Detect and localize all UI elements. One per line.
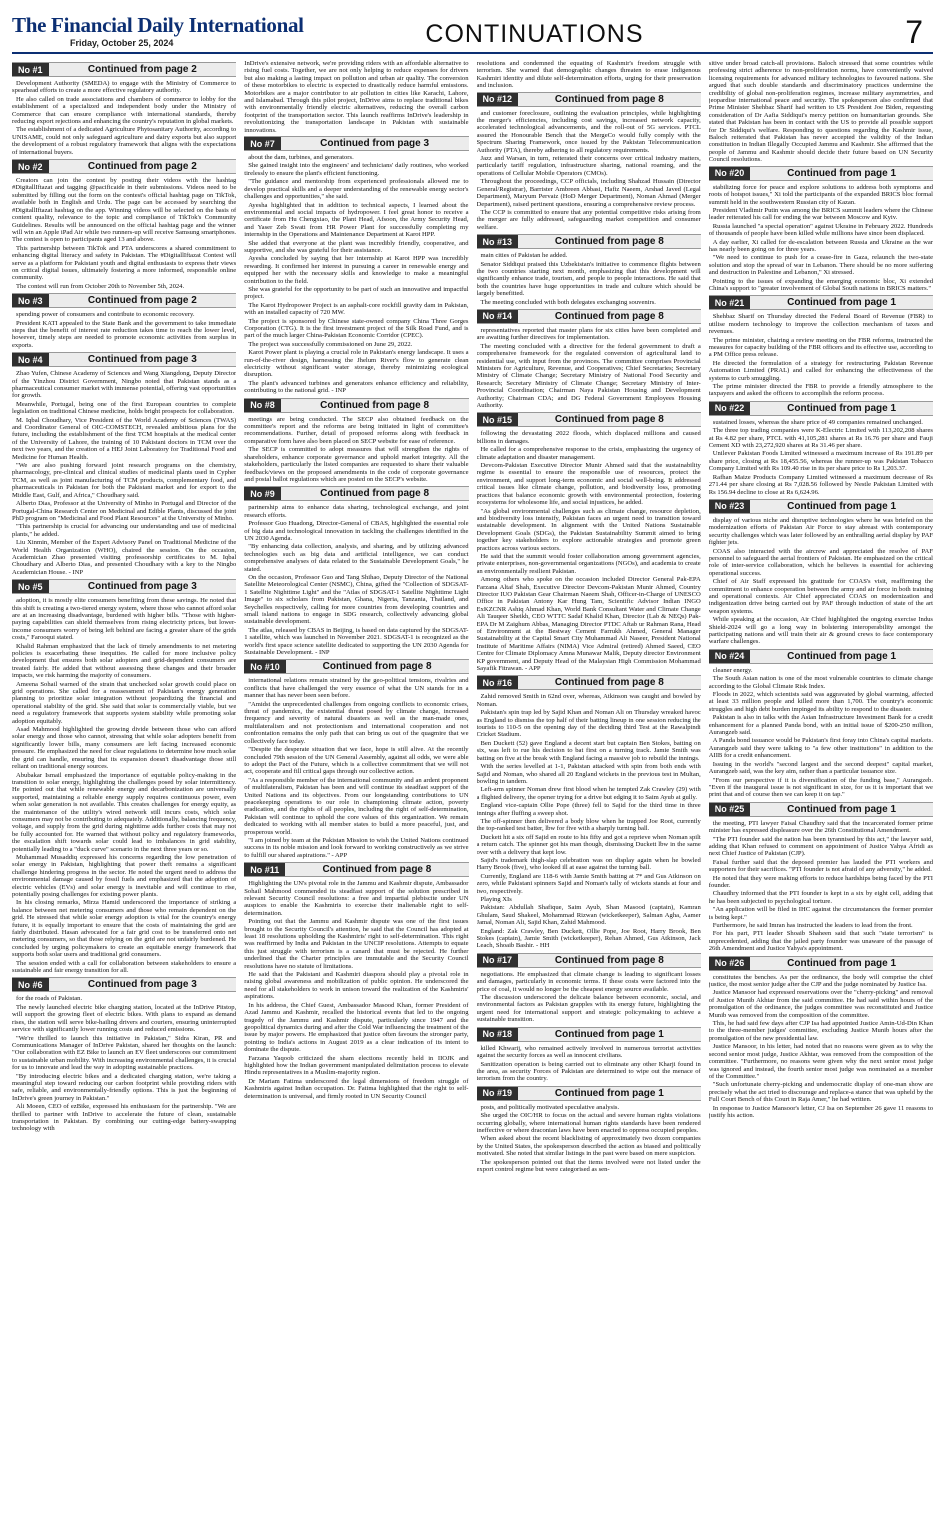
article-body [244,416,468,485]
article-paragraph: "As global environmental challenges such as climate change, resource depletion, and biodiversity loss intensify, Pakistan faces an urgent need to transition toward sustainable development. In alignment with the United Nations Sustainable Development Goals (SDGs), the Pakistan Sustainability Summit aimed to bring together key stakeholders to explore actionable strategies and promote green practices across various sectors. [476,507,701,552]
article-paragraph: "We're thrilled to launch this initiative in Pakistan," Sidra Kiran, PR and Communications Manager of InDrive Pakistan, shared her thoughts on the launch: "Our collaboration with EZ Bike to launch an EV fleet underscores our commitment to sustainable urban mobility. With increasing environmental challenges, it is crucial for us to innovate and lead the way in adopting sustainable practices. [12,1034,237,1072]
continuation-article [244,657,468,860]
masthead [12,8,933,48]
article-body [12,995,236,1133]
article-paragraph: adoption, it is mostly elite consumers benefiting from these savings. He noted that this shift is creating a two-tiered energy system, where those who cannot afford solar are at an increasing disadvantage, burdened with higher bills. "Those with higher-paying capabilities can shield themselves from rising electricity prices, but lower-income consumers worry of being left behind are facing a greater share of the grids costs," Farooqui stated. [12,597,237,642]
article-body [709,667,933,800]
column-lead-text: sitive under broad catch-all provisions. Baloch stressed that some countries while professing strict adherence to non-proliferation norms, have conveniently waived licensing requirements for advanced military technologies to favoured nations. She argued that such double standards and discriminatory practices undermine the credibility of global non-proliferation regimes, increase military asymmetries, and jeopardise international peace and security. The spokesperson also confirmed that Prime Minister Shehbaz Sharif had written to US President Joe Biden, requesting consideration of Dr Aafia Siddiqui's mercy petition on humanitarian grounds. She stated that Pakistan has been in contact with the US to provide all possible support for Dr Siddiqui's welfare. Responding to questions regarding the Kashmir issue, Baloch reiterated that Pakistan has never accepted the validity of the Indian constitution in Indian Illegally Occupied Jammu and Kashmir. She affirmed that the people of Jammu and Kashmir should decide their future based on UN Security Council resolutions. [708,60,933,164]
article-paragraph: In response to Justice Mansoor's letter, CJ Isa on September 26 gave 11 reasons to justify his action. [708,1104,933,1119]
article-number: No #6 [12,978,49,991]
article-body [477,430,701,673]
article-number: No #18 [477,1028,519,1041]
continuation-article [244,484,468,657]
continuation-article [12,291,236,350]
article-paragraph: Professor Guo Huadong, Director-General of CBAS, highlighted the essential role of big data and technological innovation in tackling the challenges identified in the UN 2030 Agenda. [244,520,469,542]
article-paragraph: The newly launched electric bike charging station, located at the InDrive Pitstop, will support the growing fleet of electric bikes. With plans to expand as demand rises, the station will serve bike-hailing drivers and couriers, ensuring uninterrupted service with significantly lower running costs and reduced emissions. [12,1003,237,1034]
article-paragraph: He noted that they were making efforts to reduce hardships being faced by the PTI founder. [708,874,933,889]
article-body [244,154,468,396]
article-paragraph: Abubakar Ismail emphasized the importance of equitable policy-making in the transition to solar energy, highlighting the challenges posed by solar intermittency. He pointed out that while renewable energy and decarbonization are universally supported, maintaining a reliable energy supply requires continuous power, even when solar generation is not available. This creates challenges for energy equity, as the maintenance of the utility's wired network still incurs costs, which solar consumers may not be contributing to adequately. Additionally, balancing frequency, voltage, and supply from the grid during nighttime adds further costs that may not be fully accounted for. He warned that without policy and regulatory frameworks, the escalation shift towards solar could lead to imbalances in grid stability, potentially leading to a "duck curve" scenario in the next three years or so. [12,771,237,853]
continuation-header [709,802,933,817]
continuation-article [709,954,933,1121]
article-body [477,971,701,1025]
article-number: No #5 [12,580,49,593]
article-paragraph: "From our perspective if it is diversification of the funding base," Aurangzeb. "Even if the inaugural issue is not significant in size, for us it is important that we print that and of course then we can keep it on tap." [708,776,933,799]
article-number: No #23 [709,500,751,513]
continuation-header [244,659,468,674]
article-paragraph: The meeting concluded with both delegates exchanging souvenirs. [480,298,656,306]
article-paragraph: The SECP is committed to adopt measures that will strengthen the rights of shareholders, enhance corporate governance and uphold market integrity. All the stakeholders, particularly the listed companies are requested to share their valuable feedback/views on the proposed amendments in the code of corporate governance and postal ballot regulations which are posted on the SECP's website. [244,446,469,483]
continuation-article [477,1025,701,1084]
article-body [477,252,701,307]
article-paragraph: President Vladimir Putin was among the BRICS summit leaders where the Chinese leader reiterated his call for ending the war between Moscow and Kyiv. [708,206,933,222]
continuation-article [477,307,701,410]
article-paragraph: killed Khwarij, who remained actively involved in numerous terrorist activities against the security forces as well as innocent civilians. [476,1044,701,1060]
continuation-article [709,497,933,647]
article-paragraph: "This partnership is crucial for advancing our understanding and use of medicinal plants," he added. [12,523,237,538]
continued-from-label: Continued from page 8 [320,488,430,500]
article-paragraph: Among others who spoke on the occasion included Director General Pak-EPA Farzana Altaf Shah, Executive Director Devcom-Pakistan Munir Ahmed, Country Director IUO Pakistan Gear Chairman Naeem Shah, Officer-in-Charge of UNESCO Office in Pakistan Antony Kar Hung Tam, Scientific Advisor Indian INGO ExKZCNR Ashiq Ahmad Khan, World Bank Consultant Water and Climate Change Ali Tauqeer Sheikh, CEO WTTC Sadaf Khalid Khan, Director (Lab & NEQs) Pak-EPA Dr M Zaighum Abbas, Managing Director PTDC Aftab ur Rahman Rana, Head of Environment at the Bestway Cement Farrukh Ahmed, General Manager Sustainability at the Capital Smart City Muhammad Ali Naseer, President National Institute of Maritime Affairs (NIMA) Vice Admiral (retired) Ahmed Saeed, CEO Centre for Climate Diplomacy Amna Munawar Malik, Deputy director Environment KP government, and Deputy Head of the Malaysian High Commission Mohammad Sayafik Fitrawan. - APP [476,576,701,673]
article-paragraph: Muhammad Musaddiq expressed his concerns regarding the low penetration of solar energy in Pakistan, highlighting that power theft remains a significant challenge hindering progress in the sector. He noted the urgent need to address the environmental damage caused by fossil fuels and emphasized that the adoption of electric vehicles (EVs) and solar energy is inevitable and will continue to rise, potentially posing challenges for existing power plants. [12,853,237,898]
continuation-article [477,90,701,233]
article-number: No #9 [244,487,281,500]
article-number: No #3 [12,294,49,307]
article-paragraph: M. Iqbal Choudhary, Vice President of the World Academy of Sciences (TWAS) and Coordinator General of OIC-COMSTECH, revealed ambitious plans for the future, including the establishment of the first TCM hospitals at the medical center of the University of Lahore, the training of 10 Pakistani doctors in TCM over the next two years, and the creation of a HEJ Joint Laboratory for Traditional Food and Medicine for Human Health. [12,416,237,461]
issue-date: Friday, October 25, 2024 [70,38,174,48]
continued-from-label: Continued from page 1 [787,803,897,815]
article-paragraph: "By introducing electric bikes and a dedicated charging station, we're taking a meaningful step toward reducing our carbon footprint while providing riders with safe, reliable, and environmentally-friendly options. This is just the beginning of InDrive's green journey in Pakistan." [12,1072,237,1102]
article-body [477,110,701,233]
article-paragraph: Pakistan's spin trap led by Sajid Khan and Noman Ali on Thursday wreaked havoc as England to dismiss the top half of their batting lineup in one session reducing the tourists to 110-5 on the opening day of the deciding third Test at the Rawalpindi Cricket Stadium. [476,709,701,739]
continued-from-label: Continued from page 8 [554,414,664,426]
article-paragraph: Karot Power plant is playing a crucial role in Pakistan's energy landscape. It uses a run-of-the-river design, harnessing the Jhelum River's flow to generate clean electricity without significant water storage, thereby minimizing ecological disruption. [244,349,469,379]
article-paragraph: Ayesha highlighted that in addition to technical aspects, I learned about the environmental and social impacts of hydropower. I feel great honor to receive a certificate from Hu Chengxiao, the Plant Head, Afsoon, the Army Security Head, and Yaser Zeb Swati from HR Power Plant for successfully completing my internship in the Operations and Maintenance Department at Karot HPP. [244,201,469,239]
continuation-header [12,977,236,992]
article-body [709,184,933,294]
article-paragraph: and customer foreclosure, outlining the evaluation principles, while highlighting the merger's efficiencies, including cost savings, increased network capacity, accelerated technological advancements, and the roll-out of 5G services. PTCL assured the Honourable Bench that the MergeCo would fully comply with the Spectrum Sharing Framework, once issued by the Pakistan Telecommunication Authority (PTA), thereby adhering to all regulatory requirements. [476,109,701,154]
article-paragraph: Rafhan Maize Products Company Limited witnessed a maximum decrease of Rs 271.44 per share closing at Rs 7,028.56 followed by Nestle Pakistan Limited with Rs 156.94 decline to close at Rs 6,624.96. [708,473,933,496]
article-paragraph: Duckett hit a six off Sajid en route to his fifty and got a reprieve when Noman spilt a return catch. The spinner got his man though, dismissing Duckett lbw in the same over with a delivery that kept low. [476,833,701,856]
continuation-header [12,352,236,367]
continued-from-label: Continued from page 1 [554,1087,664,1099]
article-paragraph: Jazz and Warsan, in turn, reiterated their concerns over critical industry matters, particularly tariff regulation, infrastructure sharing, national roaming, and the operations of Cellular Mobile Operators (CMOs). [476,155,701,177]
article-body [477,693,701,950]
article-number: No #8 [244,399,281,412]
continued-from-label: Continued from page 1 [554,1028,664,1040]
article-paragraph: about the dam, turbines, and generators. [248,154,354,162]
continued-from-label: Continued from page 1 [787,650,897,662]
article-paragraph: On the occasion, Professor Guo and Tang Shihao, Deputy Director of the National Satellite Meteorological Center (NSMC), China, gifted the "Collection of SDGSAT-1 Satellite Nighttime Light" and the "Atlas of SDGSAT-1 Satellite Nighttime Light Image" to six scholars from Pakistan, Ghana, Nigeria, Tanzania, Thailand, and Seychelles respectively, calling for more countries from developing countries and small island nations to engage in SDG research, collectively advancing global sustainable development. [244,573,469,626]
article-paragraph: The session ended with a call for collaboration between stakeholders to ensure a sustainable and fair energy transition for all. [12,959,237,975]
column-1 [12,60,236,1529]
article-number: No #26 [709,957,751,970]
continued-from-label: Continued from page 3 [87,979,197,991]
article-body [709,313,933,398]
continued-from-label: Continued from page 8 [554,677,664,689]
continued-from-label: Continued from page 2 [87,295,197,307]
article-paragraph: England: Zak Crawley, Ben Duckett, Ollie Pope, Joe Root, Harry Brook, Ben Stokes (captain), Jamie Smith (wicketkeeper), Rehan Ahmed, Gus Atkinson, Jack Leach, Shoaib Bashir. - HH [476,927,701,950]
article-paragraph: sustained losses, whereas the share price of 49 companies remained unchanged. [712,418,923,426]
article-paragraph: This, he had said few days after CJP Isa had appointed Justice Amin-Ud-Din Khan to the three-member judges' committee, excluding Justice Munib hours after the promulgation of the new presidential law. [708,1020,933,1042]
continuation-article [477,410,701,673]
article-number: No #25 [709,803,751,816]
continuation-header [477,412,701,427]
article-body [709,820,933,954]
continuation-header [477,675,701,690]
continuation-article [12,60,236,157]
continuation-header [709,295,933,310]
article-paragraph: The atlas, released by CBAS in Beijing, is based on data captured by the SDGSAT-1 satellite, which was launched in November 2021. SDGSAT-1 is recognized as the world's first space science satellite dedicated to supporting the UN 2030 Agenda for Sustainable Development. - INP [244,626,469,657]
article-paragraph: Ben Duckett (52) gave England a decent start but captain Ben Stokes, batting on six, was left to rue his decision to bat first on a turning track. Jamie Smith was batting on five at the break with England facing a massive job to rebuild the innings. [476,739,701,762]
article-paragraph: The discussion underscored the delicate balance between economic, social, and environmental factors as Pakistan grapples with its energy future, highlighting the urgent need for international support and strategic policymaking to achieve a sustainable transition. [476,994,701,1024]
article-paragraph: Meanwhile, Portugal, being one of the first European countries to complete legislation on traditional Chinese medicine, holds bright prospects for collaboration. [12,400,237,416]
article-paragraph: He called for a comprehensive response to the crisis, emphasizing the urgency of climate adaptation and disaster management. [476,446,701,461]
article-body [477,327,701,410]
article-paragraph: The contest will run from October 20th to November 5th, 2024. [16,282,185,290]
continued-from-label: Continued from page 8 [322,864,432,876]
continued-from-label: Continued from page 8 [554,310,664,322]
continuation-header [709,499,933,514]
article-paragraph: The South Asian nation is one of the most vulnerable countries to climate change according to the Global Climate Risk Index. [708,675,933,690]
article-paragraph: for the roads of Pakistan. [16,995,83,1003]
article-paragraph: A Panda bond issuance would be Pakistan's first foray into China's capital markets. Aurangzeb said they were talking to "a few other institutions" in addition to the AIIB for a credit enhancement. [708,737,933,760]
article-paragraph: Zahid removed Smith in 62nd over, whereas, Atkinson was caught and bowled by Noman. [476,693,701,708]
article-paragraph: "We are also pushing forward joint research programs on the chemistry, pharmacology, pre-clinical and clinical studies of medicinal plants used in Cypher TCM, as well as joint manufacturing of TCM products, complementary food, and pharmaceuticals in Pakistan for both the Pakistani market and for export to the Middle East, Gulf, and Africa," Choudhary said. [12,462,237,499]
continuation-article [709,399,933,497]
article-paragraph: posts, and politically motivated speculative analysis. [480,1103,620,1111]
continuation-article [477,232,701,307]
continued-from-label: Continued from page 8 [322,661,432,673]
continuation-article [709,164,933,294]
continuation-article [12,350,236,577]
column-lead-text: InDrive's extensive network, we're providing riders with an affordable alternative to rising fuel costs. Together, we are not only helping to reduce expenses for drivers but also making a lasting impact on pollution and urban air quality. The conversion of these motorbikes to electric is expected to drastically reduce harmful emissions. Motorbikes are a major contributor to air pollution in cities like Karachi, Lahore, and Islamabad. Through this pilot project, InDrive aims to replace traditional bikes with environmentally friendly electric alternatives, reducing the overall carbon footprint of the transportation sector. This launch reaffirms InDrive's leadership in revolutionizing the transportation landscape in Pakistan with sustainable innovations. [244,60,469,134]
article-paragraph: She added that everyone at the plant was incredibly friendly, cooperative, and supportive, and she was grateful for their assistance. [244,239,469,254]
article-paragraph: President KATI appealed to the State Bank and the government to take immediate steps that the benefit of interest rate reduction takes time to reach the lower level, however, timely steps are needed to promote economic activities from surplus in exports. [12,319,237,349]
continuation-article [477,673,701,950]
article-paragraph: Ali Moeen, CEO of ezBike, expressed his enthusiasm for the partnership. "We are thrilled to partner with InDrive to accelerate the future of clean, sustainable transportation in Pakistan. By combining our cutting-edge battery-swapping technology with [12,1103,237,1133]
article-paragraph: Farzana Yaqoob criticized the sham elections recently held in IIOJK and highlighted how the Indian government manipulated delimitation process to elevate Hindu representatives in a Muslim-majority region. [244,1054,469,1077]
article-paragraph: Liu Xinmin, Member of the Expert Advisory Panel on Traditional Medicine of the World Health Organization (WHO), chaired the session. On the occasion, Academician Zhao presented visiting professorship certificates to M. Iqbal Choudhary and Alberto Dias, and presented Choudhary with a key to the Ningbo Academician House. - INP [12,539,237,576]
article-paragraph: Justice Mansoor, in his letter, had noted that no reasons were given as to why the second senior most judge, Justice Akhtar, was removed from the composition of the committee. "Furthermore, no reasons were given why the next senior most judge was ignored and instead, the fourth senior most judge was nominated as a member of the Committee." [708,1043,933,1080]
article-paragraph: While speaking at the occasion, Air Chief highlighted the ongoing exercise Indus Shield-2024 will go a long way in bolstering interoperability amongst the participating nations and will train their air & ground crews to face contemporary warfare challenges. [708,616,933,646]
article-paragraph: The project was successfully commissioned on June 29, 2022. [248,340,413,348]
section-title: CONTINUATIONS [425,20,644,48]
article-paragraph: Khalid Rahman emphasized that the lack of timely amendments to net metering policies is exacerbating these inequities. He called for more inclusive policy development that ensures both solar adopters and grid-dependent consumers are treated fairly. He added that without assessing these changes and their broader impacts, we risk harming the majority of consumers. [12,642,237,680]
article-body [12,597,236,975]
article-number: No #21 [709,296,751,309]
article-body [709,517,933,647]
continued-from-label: Continued from page 1 [787,500,897,512]
article-paragraph: The meeting concluded with a directive for the federal government to draft a comprehensive framework for the regulated conversion of agricultural land to residential use, with input from the provinces. The committee comprises Provincial Ministers for Agriculture, Revenue, and Cooperatives; Chief Secretaries; Secretary Ministry of Climate Change; Secretary Ministry of National Food Security and Research; Secretary Ministry of Climate Change; Secretary Ministry of Inter-Provincial Coordination; Chairman Naya Pakistan Housing and Development Authority; Chairman CDA; and DG Federal Government Employees Housing Authority. [476,342,701,410]
article-paragraph: "Despite the desperate situation that we face, hope is still alive. At the recently concluded 79th session of the UN General Assembly, against all odds, we were able to adopt the Pact of the Future, which is a collective commitment that we will not act, cooperate and fill critical gaps through our collective action. [244,746,469,776]
article-paragraph: Sajid's trademark thigh-slap celebration was on display again when he bowled Harry Brook (five), who looked ill at ease against the turning ball. [476,856,701,872]
continuation-article [244,860,468,1101]
continuation-article [244,134,468,396]
article-paragraph: Issuing in the world's "second largest and the second deepest" capital market, Aurangzeb said, was the key aim, rather than a particular issuance size. [708,760,933,776]
article-paragraph: international relations remain strained by the geo-political tensions, rivalries and conflicts that have challenged the very essence of what the UN stands for in a manner that has never been seen before. [244,677,469,700]
article-paragraph: Shehbaz Sharif on Thursday directed the Federal Board of Revenue (FBR) to utilise modern technology to improve the collection mechanism of taxes and revenues. [708,313,933,336]
continuation-header [244,486,468,501]
continuation-article [12,577,236,975]
article-columns [12,60,933,1529]
continuation-article [12,975,236,1133]
article-paragraph: The off-spinner then delivered a body blow when he trapped Joe Root, currently the top-ranked test batter, lbw for five with a sharply turning ball. [476,817,701,833]
continuation-header [12,159,236,174]
article-paragraph: partnership aims to enhance data sharing, technological exchange, and joint research efforts. [244,504,469,519]
article-paragraph: Ameena Sohail warned of the strain that unchecked solar growth could place on grid operations. She called for a reassessment of Pakistan's energy generation planning to prioritize solar integration without jeopardizing the financial and operational stability of the grid. She said that solar is commercially viable, but we need a regulatory framework that supports system stability while promoting solar adoption equitably. [12,680,237,725]
article-paragraph: Chaudhry informed that the PTI founder is kept in a six by eight cell, adding that he has been subjected to psychological torture. [708,890,933,905]
article-paragraph: Pointing to the issues of expanding the emerging economic bloc, Xi extended China's support to "greater involvement of Global South nations in BRICS matters." [708,277,933,292]
article-paragraph: She gained insight into the engineers' and technicians' daily routines, who worked tirelessly to ensure the plant's efficient functioning. [244,162,469,177]
continuation-header [244,398,468,413]
article-paragraph: Pakistan is also in talks with the Asian Infrastructure Investment Bank for a credit enhancement for a planned Panda bond, with an initial issue of $200-250 million, Aurangzeb said. [708,714,933,737]
article-paragraph: When asked about the recent blacklisting of approximately two dozen companies by the United States, the spokesperson described the action as biased and politically motivated. She noted that similar listings in the past were based on mere suspicion. [476,1135,701,1158]
article-paragraph: Currently, England are 118-6 with Jamie Smith batting at 7* and Gus Atkinson on zero, while Pakistani spinners Sajid and Noman's tally of wickets stands at four and two, respectively. [476,872,701,895]
article-paragraph: The Karot Hydropower Project is an asphalt-core rockfill gravity dam in Pakistan, with an installed capacity of 720 MW. [244,301,469,317]
continued-from-label: Continued from page 3 [87,581,197,593]
article-paragraph: following the devastating 2022 floods, which displaced millions and caused billions in damages. [476,430,701,445]
article-paragraph: "We need to continue to push for a cease-fire in Gaza, relaunch the two-state solution and stop the spread of war in Lebanon. There should be no more suffering and destruction in Palestine and Lebanon," Xi stressed. [708,254,933,277]
article-paragraph: A day earlier, Xi called for de-escalation between Russia and Ukraine as the war has nearly been going on for three years. [708,238,933,253]
article-paragraph: Asad Mahmood highlighted the growing divide between those who can afford solar energy and those who cannot, stressing that while solar adopters benefit from significantly lower bills, many consumers are left facing increased economic pressure. He emphasized the need for clear regulations to determine how much solar the grid can handle, ensuring that its expansion doesn't disadvantage those still reliant on traditional energy sources. [12,726,237,771]
article-paragraph: Left-arm spinner Noman drew first blood when he tempted Zak Crawley (29) with a flighted delivery, the opener trying for a drive but edging it to Saim Ayub at gully. [476,786,701,801]
continuation-header [477,1086,701,1101]
continued-from-label: Continued from page 8 [554,236,664,248]
continuation-header [709,166,933,181]
article-paragraph: cleaner energy. [712,666,753,674]
continuation-article [709,293,933,398]
continuation-header [12,293,236,308]
article-paragraph: Playing XIs [480,896,512,903]
article-number: No #14 [477,310,519,323]
article-paragraph: main cities of Pakistan he added. [480,252,568,260]
article-paragraph: stabilizing force for peace and explore solutions to address both symptoms and roots of hotspot issues," Xi told the participants of the expanded BRICS bloc formal summit held in the southwestern Russian city of Kazan. [708,183,933,206]
article-paragraph: Russia launched "a special operation" against Ukraine in February 2022. Hundreds of thousands of people have been killed while millions have since been displaced. [708,222,933,238]
continuation-header [709,401,933,416]
article-paragraph: Chief of Air Staff expressed his gratitude for COAS's visit, reaffirming the commitment to enhance cooperation between the army and air force in both training and operational contexts. Air Chief appreciated COAS on modernization and indigenization drive being carried out by PAF through induction of state of the art weapon systems. [708,578,933,615]
continuation-article [477,1084,701,1175]
masthead-left [12,14,304,48]
continuation-header [709,956,933,971]
article-number: No #19 [477,1087,519,1100]
article-body [709,974,933,1121]
continuation-header [244,136,468,151]
continuation-header [477,92,701,107]
article-paragraph: The project is sponsored by Chinese state-owned company China Three Gorges Corporation (CTG). It is the first investment project of the Silk Road Fund, and is part of the much larger China-Pakistan Economic Corridor (CPEC). [244,317,469,340]
continuation-header [244,862,468,877]
article-paragraph: For his part, PTI leader Shoaib Shaheen said that such "state terrorism" is unprecedented, adding that the jailed party founder was unaware of the passage of 26th Amendment and Justice Yahya's appointment. [708,930,933,953]
article-paragraph: Highlighting the UN's pivotal role in the Jammu and Kashmir dispute, Ambassador Sohail Mahmood commended its steadfast support of the solution prescribed in relevant Security Council resolutions: a free and impartial plebiscite under UN auspices to enable the Kashmiris to exercise their inalienable right to self-determination. [244,880,469,917]
article-paragraph: The spokesperson pointed out that the items involved were not listed under the export control regime but were categorised as sen- [476,1158,701,1173]
article-paragraph: Furthermore, he said Imran has instructed the leaders to lead from the front. [712,922,913,929]
continuation-header [12,62,236,77]
article-number: No #4 [12,353,49,366]
continuation-header [12,579,236,594]
article-paragraph: representatives reported that master plans for six cities have been completed and are awaiting further directives for implementation. [476,326,701,342]
continuation-article [12,157,236,291]
continuation-article [244,396,468,485]
article-paragraph: In his address, the Chief Guest, Ambassador Masood Khan, former President of Azad Jammu and Kashmir, recalled the historical events that led to the ongoing tragedy of the Jammu and Kashmir dispute, particularly since 1947 and the geopolitical dynamics during and after the Cold War influencing the treatment of the issue by major powers. He emphasized that justice often favours the stronger party, pointing to India's actions in August 2019 as a clear indication of its intent to dominate the dispute. [244,1001,469,1054]
article-paragraph: Creators can join the contest by posting their videos with the hashtag #DigitallIftazat and tagging @pacificaide in their submissions. Videos need to be submitted by filling out the form on the contest's official hashtag page on TikTok, available both in English and Urdu. The page can be accessed by searching the #DigitallIftazat hashtag on the app. Winning videos will be selected on the basis of content quality, relevance to the topic and compliance of TikTok's Community Guidelines. Results will be announced on the official hashtag page and the winner will win an Apple iPad Air while two runners-up will receive Samsung smartphones. The contest is open to participants aged 13 and above. [12,177,237,244]
article-paragraph: "The PTI founder said the nation has been tyrannised by this act," the lawyer said, adding that Khan refused to comment on appointment of Justice Yahya Afridi as next Chief Justice of Pakistan (CJP). [708,835,933,858]
article-paragraph: Pointing out that the Jammu and Kashmir dispute was one of the first issues brought to the Security Council's attention, he said that the Council has adopted at least 18 resolutions upholding the Kashmiris' right to self-determination. This right was reaffirmed by India and Pakistan in the UNCIP resolutions. Attempts to equate this just struggle with terrorism is a canard that must be rejected. He further underlined that the Charter principles are immutable and the Security Council resolutions have no statute of limitations. [244,918,469,970]
article-number: No #24 [709,650,751,663]
article-paragraph: Development Authority (SMEDA) to engage with the Ministry of Commerce to spearhead efforts to create a more effective regulatory authority. [12,80,237,95]
article-number: No #13 [477,235,519,248]
article-paragraph: spending power of consumers and contribute to economic recovery. [16,311,195,319]
continued-from-label: Continued from page 2 [87,64,197,75]
continued-from-label: Continued from page 1 [787,402,897,414]
article-body [12,311,236,350]
continuation-article [709,800,933,954]
article-body [12,177,236,291]
article-paragraph: She was grateful for the opportunity to be part of such an innovative and impactful project. [244,285,469,301]
article-paragraph: COAS also interacted with the aircrew and appreciated the resolve of PAF personnel to safeguard the aerial frontiers of Pakistan. He emphasized on the critical role of inter-service collaboration, which he believes is essential for achieving operational success. [708,547,933,577]
article-paragraph: the meeting, PTI lawyer Faisal Chaudhry said that the incarcerated former prime minister has expressed displeasure over the 26th Constitutional Amendment. [708,819,933,835]
continued-from-label: Continued from page 3 [87,354,197,366]
article-paragraph: He said that the summit would foster collaboration among government agencies, private enterprises, non-governmental organizations (NGOs), and academia to create an environmentally resilient Pakistan. [476,552,701,575]
continuation-article [709,647,933,800]
continued-from-label: Continued from page 8 [320,399,430,411]
continuation-header [477,1027,701,1042]
column-3 [477,60,701,1529]
article-paragraph: England vice-captain Ollie Pope (three) fell to Sajid for the third time in three innings after fluffing a sweep shot. [476,802,701,817]
article-paragraph: Pakistan: Abdullah Shafique, Saim Ayub, Shan Masood (captain), Kamran Ghulam, Saud Shakeel, Mohammad Rizwan (wicketkeeper), Salman Agha, Aamer Jamal, Noman Ali, Sajid Khan, Zahid Mahmood. [476,904,701,927]
article-body [244,677,468,860]
article-number: No #20 [709,167,751,180]
article-paragraph: The establishment of a dedicated Agriculture Phytosanitary Authority, according to UNISAME, could not only safeguard agriculture and dairy exports but also support the development of a robust regulatory framework that aligns with the expectations of international buyers. [12,126,237,156]
column-4 [709,60,933,1529]
article-paragraph: Justice Mansoor had expressed reservations over the "cherry-picking" and removal of Justice Munib Akhtar from the said committee. He had said within hours of the promulgation of the ordinance, the judges committee was reconstituted and Justice Munib was removed from the composition of the committee. [708,989,933,1019]
article-paragraph: negotiations. He emphasized that climate change is leading to significant losses and damages, particularly in economic terms. If these costs were factored into the price of coal, it would no longer be the cheapest energy source available. [476,970,701,993]
article-paragraph: He directed the formulation of a strategy for restructuring Pakistan Revenue Automation Limited (PRAL) and called for enhancing the effectiveness of the systems to curb smuggling. [708,359,933,382]
article-number: No #16 [477,676,519,689]
article-paragraph: With the series levelled at 1-1, Pakistan attacked with spin from both ends with Sajid and Noman, who shared all 20 England wickets in the previous test in Multan, bowling in tandem. [476,763,701,785]
article-body [477,1104,701,1175]
article-paragraph: "An application will be filed in IHC against the circumstances the former premier is being kept." [708,906,933,921]
article-paragraph: "The guidance and mentorship from experienced professionals allowed me to develop practical skills and a deeper understanding of the renewable energy sector's challenges and opportunities," she said. [244,178,469,201]
article-paragraph: The three top trading companies were K-Electric Limited with 113,202,208 shares at Rs 4.82 per share, PTCL with 41,105,281 shares at Rs 16.76 per share and Fauji Cement XD with 23,272,920 shares at Rs 31.46 per share. [708,427,933,450]
article-paragraph: Unilever Pakistan Foods Limited witnessed a maximum increase of Rs 191.89 per share price, closing at Rs 18,455.56, whereas the runner-up was Pakistan Tobacco Company Limited with Rs 109.40 rise in its per share price to Rs 1,203.37. [708,450,933,473]
article-paragraph: The prime minister, chairing a review meeting on the FBR reforms, instructed the measures for capacity building of the FBR officers and its effective use, according to a PM Office press release. [708,336,933,359]
article-paragraph: "By enhancing data collection, analysis, and sharing, and by utilizing advanced technologies such as big data and artificial intelligence, we can conduct comprehensive analyses of data related to the Sustainable Development Goals," he stated. [244,543,469,573]
article-paragraph: "Amidst the unprecedented challenges from ongoing conflicts to economic crises, threat of pandemics, the existential threat posed by climate change, increased frequency and severity of natural disasters as well as the man-made ones, multilateralism and not protectionism and international cooperation and not confrontation remains the only path that can bring us out of the quagmire that we collectively face today. [244,700,469,745]
article-paragraph: Throughout the proceedings, CCP officials, including Shahzad Hussain (Director General/Registrar), Barrister Ambreen Abbasi, Hafiz Naeem, Arshad Javed (Legal Department), Maryum Pervaiz (HoD Merger Department), Noman Ahmad (Merger Department), raised pertinent questions, ensuring a comprehensive review process. [476,178,701,208]
article-paragraph: "Such unfortunate cherry-picking and undemocratic display of one-man show are precisely what the act tried to discourage and replace-a stance that was upheld by the Full Court Bench of this Court in Raja Amer," he had written. [708,1081,933,1104]
continuation-article [477,951,701,1025]
article-body [709,419,933,497]
newspaper-name: The Financial Daily International [12,13,304,37]
article-paragraph: This partnership between TikTok and PTA underscores a shared commitment to enhancing digital literacy and safety in Pakistan. The #DigitallIftazat Contest will serve as a platform for Pakistani youth and digital enthusiasts to express their views on critical digital issues, ultimately fostering a more informed, responsible online community. [12,244,237,282]
article-paragraph: "As a responsible member of the international community and an ardent proponent of multilateralism, Pakistan has been and will continue its steadfast support of the United Nations and its objectives. From our longstanding contributions to UN peacekeeping operations to our role in championing climate action, poverty eradication, and the rights of all peoples, including the right of self-determination, Pakistan will continue to uphold the core values of this organization. We remain dedicated to working with all member states to build a more peaceful, just, and prosperous world. [244,776,469,836]
article-paragraph: Senator Siddiqui praised this Uzbekistan's initiative to commence flights between the two countries starting next month, emphasizing that this development will significantly enhance trade, tourism, and people to people interactions. He said that both the countries have huge opportunities in trade and culture which should be largely benefitted. [476,260,701,298]
article-number: No #22 [709,402,751,415]
article-number: No #15 [477,413,519,426]
article-paragraph: meetings are being conducted. The SECP also obtained feedback on the committee's report and the reforms are being initiated in light of committee's recommendations. Further, detail of proposed reforms along with feedback in comparative form have also been placed on SECP website for ease of reference. [244,415,469,445]
page-number: 7 [905,14,923,50]
article-paragraph: The CCP is committed to ensure that any potential competitive risks arising from the merger are fully addressed, safeguarding market competition and consumer welfare. [476,208,701,231]
article-number: No #2 [12,160,49,173]
continued-from-label: Continued from page 3 [320,138,430,150]
article-paragraph: The plant's advanced turbines and generators enhance efficiency and reliability, contributing to the national grid. - INP [244,379,469,395]
continuation-header [477,234,701,249]
continued-from-label: Continued from page 1 [787,297,897,309]
article-paragraph: Dr Mariam Fatima underscored the legal dimensions of freedom struggle of Kashmiris against Indian occupation. Dr. Fatima highlighted that the right to self-determination is universal, and firmly rooted in UN Security Council [244,1077,469,1100]
continuation-header [709,649,933,664]
article-paragraph: Devcom-Pakistan Executive Director Munir Ahmed said that the sustainability regime is essential to ensure the responsible use of resources, protect the environment, and support long-term economic and social well-being. It addressed critical issues like climate change, pollution, and biodiversity loss, promoting practices that balance economic growth with environmental protection, fostering ecosystems for wholesome life, and social injustices, he added. [476,462,701,507]
article-body [244,504,468,657]
continued-from-label: Continued from page 8 [554,954,664,966]
article-paragraph: The prime minister directed the FBR to provide a friendly atmosphere to the taxpayers and asked the officers to accomplish the reform process. [708,383,933,398]
article-number: No #11 [244,863,285,876]
article-paragraph: Sanitization operation is being carried out to eliminate any other Kharji found in the area, as security Forces of Pakistan are determined to wipe out the menace of terrorism from the country. [476,1060,701,1083]
article-paragraph: Zhao Yufen, Chinese Academy of Sciences and Wang Xiangdong, Deputy Director of the Yinzhou District Government, Ningbo noted that Pakistan stands as a pharmaceutical consumer market with immense potential, offering vast opportunities for growth. [12,370,237,400]
article-paragraph: He also called on trade associations and chambers of commerce to lobby for the establishment of a specialized and independent body under the Ministry of Commerce that can ensure compliance with international standards, thereby reducing export rejections and enhancing the country's reputation in global markets. [12,95,237,126]
article-paragraph: She urged the OIC/HR to focus on the actual and severe human rights violations occurring globally, where international human rights standards have been rendered ineffective or where draconian laws have been enacted to oppress occupied peoples. [476,1112,701,1134]
article-number: No #10 [244,660,286,673]
continuation-header [477,953,701,968]
article-number: No #7 [244,137,281,150]
column-lead-text: resolutions and condemned the equating of Kashmir's freedom struggle with terrorism. She warned that demographic changes threaten to erase indigenous Kashmiri identity and dilute self-determination efforts, urging for their preservation and inclusion. [476,60,701,90]
article-paragraph: Floods in 2022, which scientists said was aggravated by global warming, affected at least 33 million people and killed more than 1,700. The country's economic struggles and high debt burden impinged its ability to respond to the disaster. [708,691,933,713]
article-paragraph: "I am joined by team at the Pakistan Mission to wish the United Nations continued success in its noble mission and look forward to working constructively as we strive to fulfill our shared aspirations." - APP [244,836,469,859]
article-paragraph: Alberto Dias, Professor at the University of Minho in Portugal and Director of the Portugal-China Research Center on Medicinal and Edible Plants, discussed the joint PhD program on "Medicinal and Food Plant Resources" at the University of Minho. [12,500,237,522]
article-paragraph: He said that the Pakistani and Kashmiri diaspora should play a pivotal role in raising global awareness and mobilization of public opinion. He underscored the need for all stakeholders to work in unison toward the realization of the Kashmiris' aspirations. [244,971,469,1001]
article-paragraph: Ayesha concluded by saying that her internship at Karot HPP was incredibly rewarding. It confirmed her interest in pursuing a career in renewable energy and equipped her with the necessary skills and knowledge to make a meaningful contribution to the field. [244,255,469,285]
article-body [12,80,236,157]
column-2 [244,60,468,1529]
continuation-header [477,309,701,324]
continued-from-label: Continued from page 8 [554,93,664,105]
article-paragraph: Faisal further said that the deposed premier has lauded the PTI workers and supporters for their sacrifices. "PTI founder is not afraid of any adversity," he added. [708,858,933,874]
article-body [12,370,236,577]
article-body [477,1045,701,1084]
article-paragraph: constitutes the benches. As per the ordinance, the body will comprise the chief justice, the most senior judge after the CJP and the judge nominated by Justice Isa. [708,973,933,989]
article-number: No #12 [477,93,519,106]
continued-from-label: Continued from page 2 [87,161,197,173]
article-paragraph: In his closing remarks, Mirza Hamid underscored the importance of striking a balance between net metering consumers and those who remain dependent on the grid. He stressed that while solar energy adoption is vital for the country's energy future, it is equally important to ensure that the costs of maintaining the grid are fairly distributed. Hasan advocated for a fair grid cost to be transferred onto net metering consumers, so that those relying on the grid are not unfairly burdened. He concluded by urging policymakers to create an equitable energy framework that supports both solar users and traditional grid consumers. [12,899,237,959]
article-body [244,880,468,1101]
article-number: No #17 [477,954,519,967]
article-number: No #1 [12,63,49,76]
continued-from-label: Continued from page 1 [787,957,897,969]
article-paragraph: display of various niche and disruptive technologies where he was briefed on the modernization efforts of Pakistan Air Force to stay abreast with contemporary security challenges which was later followed by an enthralling aerial display by PAF fighter jets. [708,516,933,547]
masthead-rule [12,52,933,54]
continued-from-label: Continued from page 1 [787,167,897,179]
